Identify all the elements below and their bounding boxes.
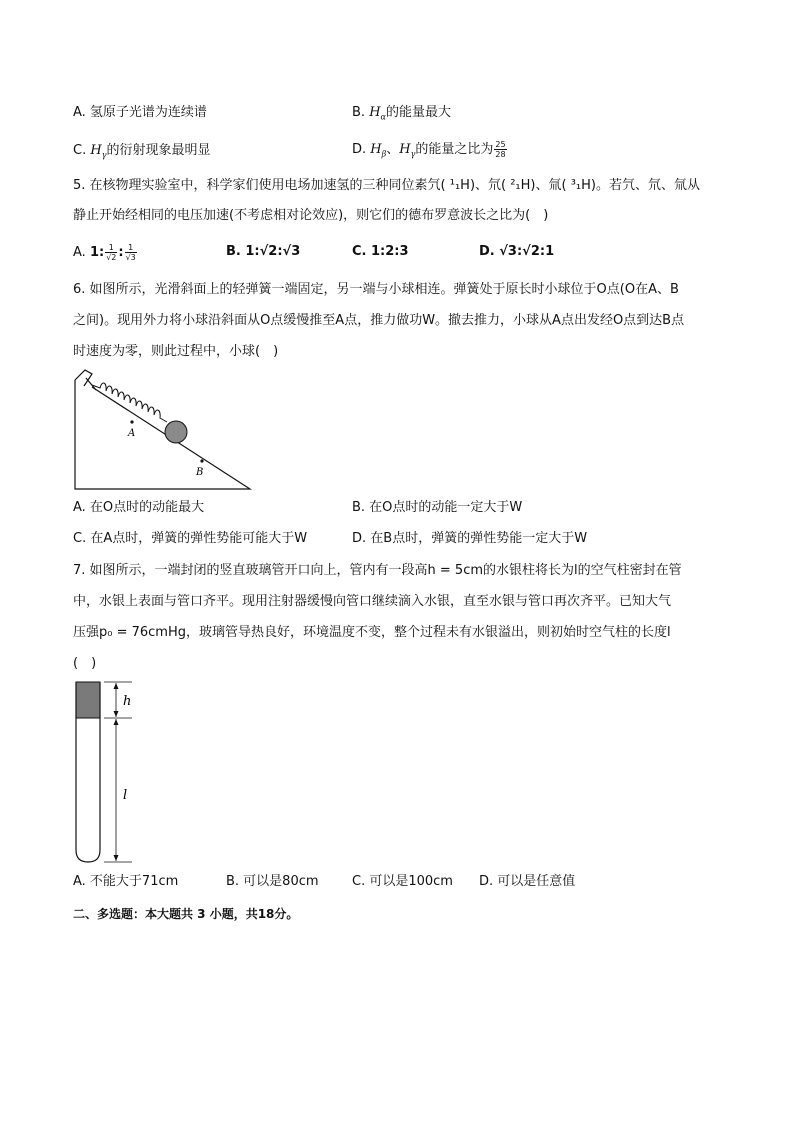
q5-stem-line-2: 静止开始经相同的电压加速(不考虑相对论效应)，则它们的德布罗意波长之比为( ) bbox=[73, 208, 549, 223]
q6-option-a: A. 在O点时的动能最大 bbox=[73, 500, 205, 515]
q5-stem-line-1: 5. 在核物理实验室中，科学家们使用电场加速氢的三种同位素氕( ¹₁H)、氘( ²₁H)、氚( ³₁H)。若氕、氘、氚从 bbox=[73, 178, 700, 193]
label-l: l bbox=[123, 788, 128, 803]
arrow-icon bbox=[114, 855, 119, 861]
option-text: 的能量之比为 bbox=[415, 142, 494, 157]
option-prefix: C. bbox=[73, 143, 91, 158]
q7-stem-line-1: 7. 如图所示，一端封闭的竖直玻璃管开口向上，管内有一段高h = 5cm的水银柱将长为l的空气柱密封在管 bbox=[73, 563, 682, 578]
spring-icon bbox=[92, 383, 167, 422]
math-subscript: γ bbox=[410, 149, 416, 159]
q4-option-b bbox=[352, 104, 451, 127]
math-symbol: H bbox=[90, 143, 102, 158]
fraction-denominator: 28 bbox=[495, 150, 506, 159]
fraction-denominator: √3 bbox=[125, 253, 136, 262]
option-prefix: A. bbox=[73, 245, 90, 260]
point-b-dot bbox=[200, 459, 203, 462]
fraction bbox=[494, 140, 506, 159]
option-text: 的能量最大 bbox=[385, 105, 451, 120]
math-subscript: γ bbox=[101, 150, 107, 160]
ratio-lead: 1: bbox=[89, 245, 105, 260]
q7-stem-line-2: 中，水银上表面与管口齐平。现用注射器缓慢向管口继续滴入水银，直至水银与管口再次齐平。已知大气 bbox=[73, 594, 672, 609]
glass-tube-figure bbox=[70, 678, 140, 868]
math-symbol: H bbox=[399, 142, 411, 157]
q4-option-a: A. 氢原子光谱为连续谱 bbox=[73, 105, 207, 120]
label-b: B bbox=[196, 467, 204, 478]
math-symbol: H bbox=[370, 142, 382, 157]
q5-option-c: C. 1:2:3 bbox=[352, 244, 409, 259]
q7-option-d: D. 可以是任意值 bbox=[479, 874, 576, 889]
q6-option-c: C. 在A点时，弹簧的弹性势能可能大于W bbox=[73, 531, 308, 546]
point-a-dot bbox=[130, 420, 133, 423]
fraction bbox=[125, 243, 137, 262]
ball-icon bbox=[165, 421, 187, 443]
label-a: A bbox=[128, 428, 136, 439]
q5-option-a bbox=[73, 243, 138, 262]
arrow-icon bbox=[114, 683, 119, 689]
option-prefix: B. bbox=[352, 105, 370, 120]
fraction-numerator: 1 bbox=[125, 243, 137, 253]
q5-option-d: D. √3:√2:1 bbox=[479, 244, 555, 259]
q5-option-b: B. 1:√2:√3 bbox=[226, 244, 301, 259]
fraction-denominator: √2 bbox=[106, 253, 117, 262]
mercury-column bbox=[76, 682, 100, 718]
math-subscript: β bbox=[381, 149, 387, 159]
q6-stem-line-1: 6. 如图所示，光滑斜面上的轻弹簧一端固定，另一端与小球相连。弹簧处于原长时小球位于O点(O在A、B bbox=[73, 282, 679, 297]
math-subscript: α bbox=[380, 112, 386, 122]
q7-stem-line-3: 压强p₀ = 76cmHg，玻璃管导热良好，环境温度不变，整个过程未有水银溢出，则初始时空气柱的长度l bbox=[73, 625, 671, 640]
q6-option-b: B. 在O点时的动能一定大于W bbox=[352, 500, 523, 515]
q7-option-b: B. 可以是80cm bbox=[226, 874, 319, 889]
ratio-colon: : bbox=[118, 245, 124, 260]
q6-stem-line-3: 时速度为零，则此过程中，小球( ) bbox=[73, 344, 279, 359]
incline-top-block bbox=[75, 370, 92, 386]
q4-option-c bbox=[73, 142, 210, 165]
q7-stem-line-4: ( ) bbox=[73, 656, 97, 671]
fraction-numerator: 25 bbox=[495, 140, 506, 149]
q6-option-d: D. 在B点时，弹簧的弹性势能一定大于W bbox=[352, 531, 588, 546]
option-text: 的衍射现象最明显 bbox=[106, 143, 211, 158]
math-symbol: H bbox=[369, 105, 381, 120]
fraction bbox=[105, 243, 117, 262]
q7-option-a: A. 不能大于71cm bbox=[73, 874, 179, 889]
incline-outline bbox=[75, 380, 250, 489]
label-h: h bbox=[123, 694, 132, 709]
q6-stem-line-2: 之间)。现用外力将小球沿斜面从O点缓慢推至A点，推力做功W。撤去推力，小球从A点出发经O点到达B点 bbox=[73, 313, 685, 328]
spring-wall bbox=[86, 378, 96, 390]
q7-option-c: C. 可以是100cm bbox=[352, 874, 453, 889]
fraction-numerator: 1 bbox=[105, 243, 117, 253]
arrow-icon bbox=[114, 719, 119, 725]
q4-option-d bbox=[352, 140, 508, 164]
option-text: 、 bbox=[386, 142, 400, 157]
incline-spring-figure bbox=[70, 366, 256, 494]
arrow-icon bbox=[114, 711, 119, 717]
option-prefix: D. bbox=[352, 142, 371, 157]
section-heading: 二、多选题：本大题共 3 小题，共18分。 bbox=[73, 907, 299, 921]
